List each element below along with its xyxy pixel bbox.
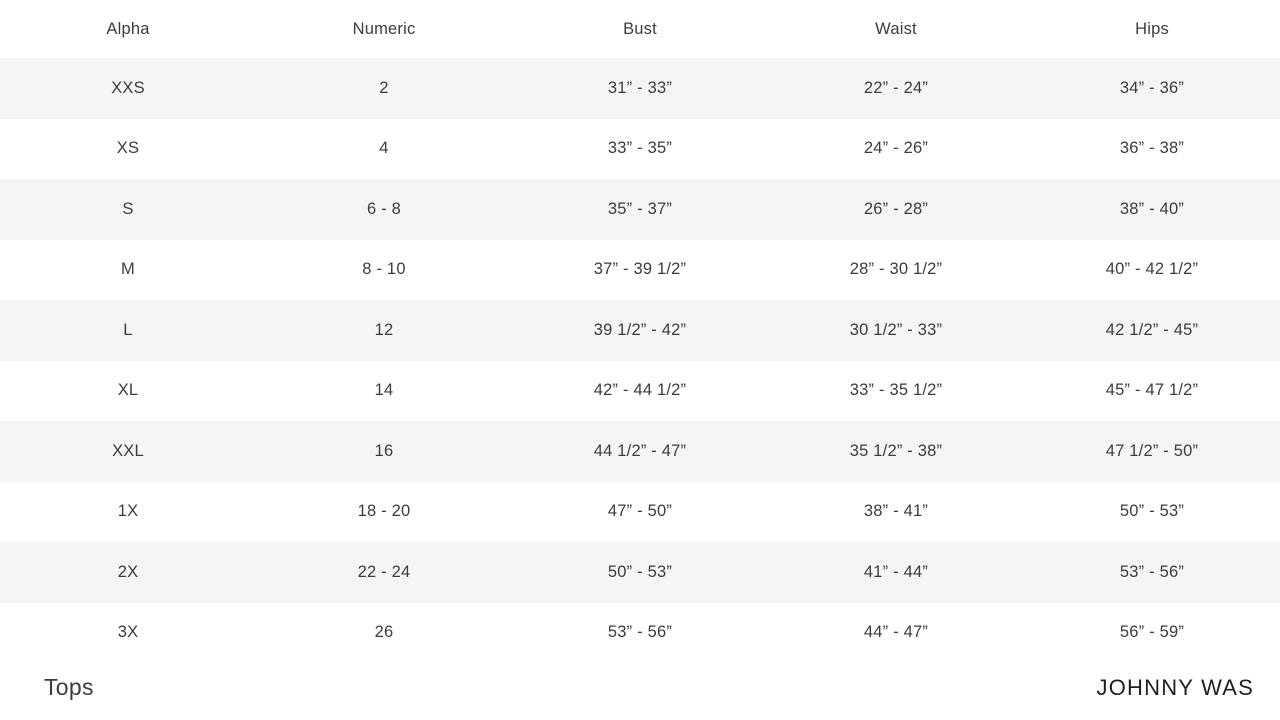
cell-numeric: 18 - 20 <box>357 502 411 521</box>
cell-alpha: XL <box>117 381 139 400</box>
cell-bust: 50” - 53” <box>512 542 768 603</box>
cell-alpha: S <box>0 179 256 240</box>
table-row <box>0 542 1280 603</box>
cell-alpha: 1X <box>117 502 139 521</box>
table-row <box>0 300 1280 361</box>
cell-alpha: XXL <box>0 421 256 482</box>
table-header-row <box>0 0 1280 58</box>
cell-alpha: 3X <box>117 623 139 642</box>
cell-hips: 38” - 40” <box>1024 179 1280 240</box>
table-row <box>0 482 1280 543</box>
cell-hips: 56” - 59” <box>1119 623 1185 642</box>
cell-hips: 50” - 53” <box>1119 502 1185 521</box>
cell-alpha: 2X <box>0 542 256 603</box>
table-row <box>0 240 1280 301</box>
table-row <box>0 421 1280 482</box>
table-row <box>0 119 1280 180</box>
cell-alpha: XS <box>116 139 140 158</box>
cell-numeric: 16 <box>256 421 512 482</box>
cell-numeric: 2 <box>256 58 512 119</box>
cell-alpha: M <box>121 260 135 279</box>
column-header-hips: Hips <box>1135 19 1169 38</box>
column-header-numeric: Numeric <box>352 19 416 38</box>
cell-bust: 35” - 37” <box>512 179 768 240</box>
table-body <box>0 58 1280 663</box>
cell-waist: 38” - 41” <box>863 502 929 521</box>
table-row <box>0 361 1280 422</box>
cell-bust: 37” - 39 1/2” <box>593 260 687 279</box>
column-header-alpha: Alpha <box>106 19 150 38</box>
cell-numeric: 8 - 10 <box>362 260 406 279</box>
cell-bust: 39 1/2” - 42” <box>512 300 768 361</box>
cell-waist: 35 1/2” - 38” <box>768 421 1024 482</box>
cell-hips: 53” - 56” <box>1024 542 1280 603</box>
cell-hips: 47 1/2” - 50” <box>1024 421 1280 482</box>
cell-numeric: 26 <box>374 623 394 642</box>
cell-numeric: 14 <box>374 381 394 400</box>
cell-numeric: 6 - 8 <box>256 179 512 240</box>
cell-bust: 42” - 44 1/2” <box>593 381 687 400</box>
cell-hips: 40” - 42 1/2” <box>1105 260 1199 279</box>
cell-waist: 28” - 30 1/2” <box>849 260 943 279</box>
cell-waist: 24” - 26” <box>863 139 929 158</box>
cell-bust: 33” - 35” <box>607 139 673 158</box>
cell-waist: 33” - 35 1/2” <box>849 381 943 400</box>
cell-hips: 34” - 36” <box>1024 58 1280 119</box>
cell-waist: 22” - 24” <box>768 58 1024 119</box>
table-row <box>0 58 1280 119</box>
cell-numeric: 4 <box>379 139 389 158</box>
table-row <box>0 179 1280 240</box>
category-title: Tops <box>44 674 94 700</box>
cell-alpha: L <box>0 300 256 361</box>
column-header-bust: Bust <box>623 19 657 38</box>
cell-numeric: 22 - 24 <box>256 542 512 603</box>
column-header-waist: Waist <box>875 19 917 38</box>
cell-waist: 30 1/2” - 33” <box>768 300 1024 361</box>
table-row <box>0 603 1280 664</box>
cell-bust: 53” - 56” <box>607 623 673 642</box>
brand-logo: JOHNNY WAS <box>1096 674 1254 700</box>
page-footer <box>0 665 1280 720</box>
cell-hips: 36” - 38” <box>1119 139 1185 158</box>
cell-bust: 44 1/2” - 47” <box>512 421 768 482</box>
cell-waist: 26” - 28” <box>768 179 1024 240</box>
cell-bust: 31” - 33” <box>512 58 768 119</box>
cell-hips: 45” - 47 1/2” <box>1105 381 1199 400</box>
cell-waist: 41” - 44” <box>768 542 1024 603</box>
cell-bust: 47” - 50” <box>607 502 673 521</box>
cell-hips: 42 1/2” - 45” <box>1024 300 1280 361</box>
cell-alpha: XXS <box>0 58 256 119</box>
table-header <box>0 0 1280 58</box>
cell-waist: 44” - 47” <box>863 623 929 642</box>
cell-numeric: 12 <box>256 300 512 361</box>
